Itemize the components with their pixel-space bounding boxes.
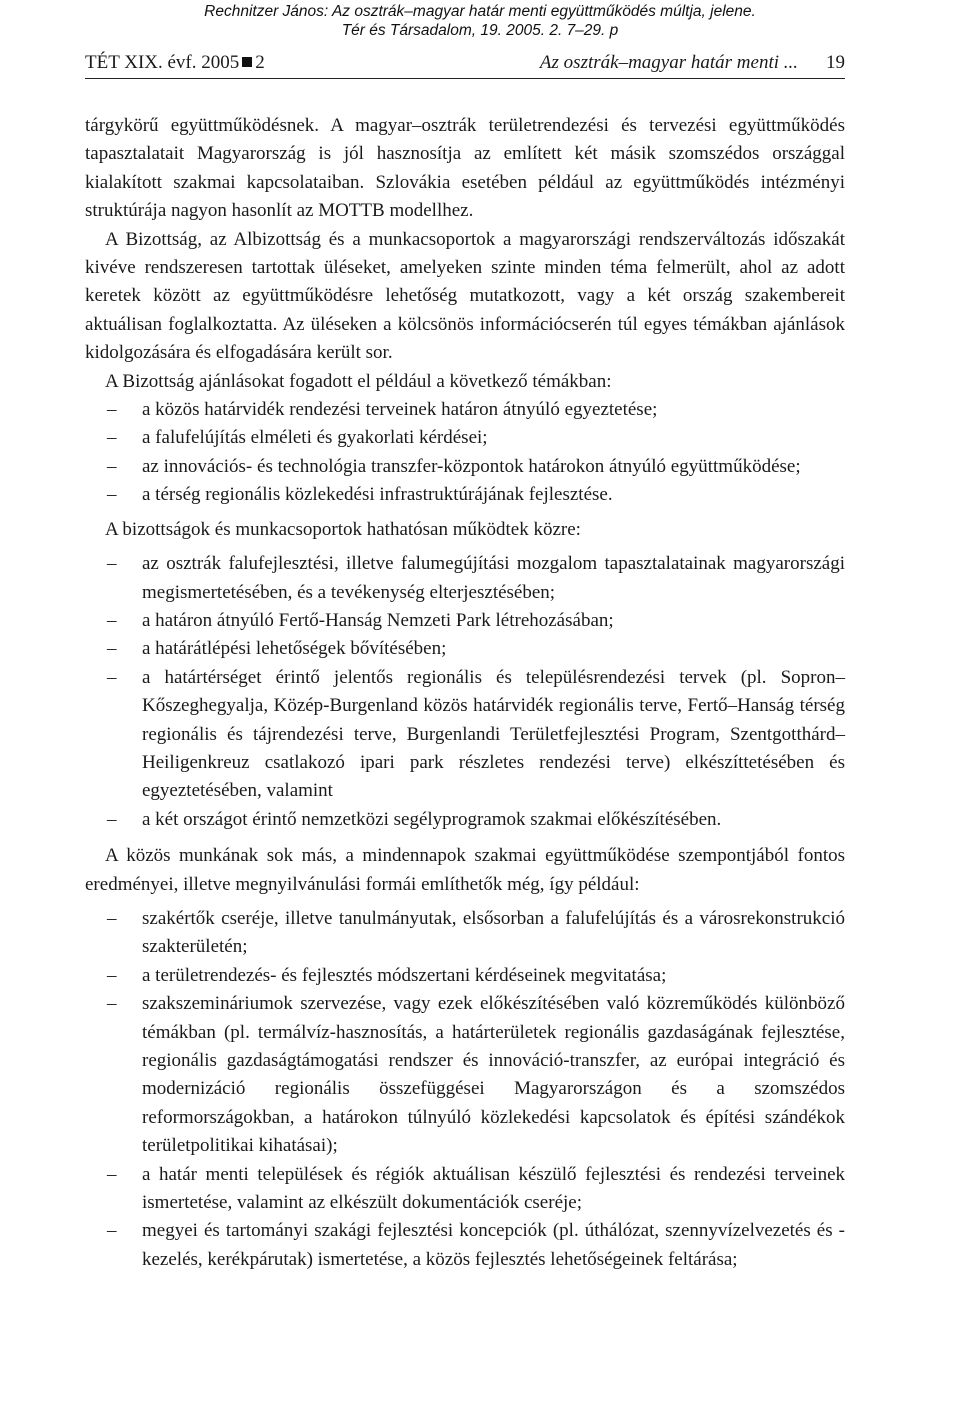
paragraph-5: A közös munkának sok más, a mindennapok szakmai együttműködése szempontjából fontos eredményei, illetve megnyilvánulási formái említhetők még, így például: bbox=[85, 845, 845, 895]
list-item: – a határtérséget érintő jelentős regionális és településrendezési tervek (pl. Sopron–Kőszeghegyalja, Közép-Burgenland közös határvidék regionális terve, Fertő–Hanság térség regionális és tájrendezési terve, Burgenlandi Területfejlesztési Program, Szentgotthárd–Heiligenkreuz csatlakozó ipari park részletes rendezési terve) elkészíttetésében és egyeztetésében, valamint bbox=[85, 664, 845, 806]
running-title: Az osztrák–magyar határ menti ... bbox=[539, 52, 798, 73]
running-title-block bbox=[540, 52, 845, 74]
journal-info bbox=[85, 52, 265, 74]
list-item: – a két országot érintő nemzetközi segélyprogramok szakmai előkészítésében. bbox=[85, 806, 845, 834]
list-item: – az innovációs- és technológia transzfer-központok határokon átnyúló együttműködése; bbox=[85, 453, 845, 481]
list-item: – szakszemináriumok szervezése, vagy ezek előkészítésében való közreműködés különböző témákban (pl. termálvíz-hasznosítás, a határterületek regionális gazdaságának fejlesztése, regionális gazdaságtámogatási rendszer és innováció-transzfer, az európai integráció és modernizáció regionális összefüggései Magyarországon és a szomszédos reformországokban, a határokon túlnyúló közlekedési kapcsolatok és építési szándékok területpolitikai kihatásai); bbox=[85, 990, 845, 1160]
list-item: – a térség regionális közlekedési infrastruktúrájának fejlesztése. bbox=[85, 481, 845, 509]
paragraph-2: A Bizottság, az Albizottság és a munkacsoportok a magyarországi rendszerváltozás időszakát kivéve rendszeresen tartottak üléseket, amelyeken szinte minden téma felmerült, ahol az adott keretek között az együttműködésre lehetőség mutatkozott, vagy a két ország szakembereit aktuálisan foglalkoztatta. Az üléseken a kölcsönös információcserén túl egyes témákban ajánlások kidolgozására és elfogadására került sor. bbox=[85, 228, 845, 364]
square-bullet-icon bbox=[242, 57, 252, 67]
page-number: 19 bbox=[826, 52, 845, 73]
list-item: – a területrendezés- és fejlesztés módszertani kérdéseinek megvitatása; bbox=[85, 962, 845, 990]
citation-header bbox=[0, 2, 960, 40]
citation-line-1: Rechnitzer János: Az osztrák–magyar határ menti együttműködés múltja, jelene. bbox=[204, 3, 756, 20]
list-item: – a határ menti települések és régiók aktuálisan készülő fejlesztési és rendezési terveinek ismertetése, valamint az elkészült dokumentációk cseréje; bbox=[85, 1161, 845, 1218]
list-item: – szakértők cseréje, illetve tanulmányutak, elsősorban a falufelújítás és a városrekonstrukció szakterületén; bbox=[85, 905, 845, 962]
paragraph-1: tárgykörű együttműködésnek. A magyar–osztrák területrendezési és tervezési együttműködés tapasztalatait Magyarország is jól hasznosítja az említett két másik szomszédos országgal kialakított szakmai kapcsolataiban. Szlovákia esetében például az együttműködés intézményi struktúrája nagyon hasonlít az MOTTB modellhez. bbox=[85, 115, 845, 222]
contribution-list bbox=[85, 550, 845, 834]
paragraph-3: A Bizottság ajánlásokat fogadott el például a következő témákban: bbox=[105, 370, 612, 392]
article-body bbox=[85, 112, 845, 1274]
journal-issue: 2 bbox=[255, 52, 265, 73]
running-header bbox=[85, 52, 845, 79]
list-item: – a határon átnyúló Fertő-Hanság Nemzeti Park létrehozásában; bbox=[85, 607, 845, 635]
results-list bbox=[85, 905, 845, 1274]
paragraph-4: A bizottságok és munkacsoportok hathatósan működtek közre: bbox=[105, 518, 581, 540]
recommendation-list bbox=[85, 396, 845, 510]
journal-volume: TÉT XIX. évf. 2005 bbox=[85, 52, 240, 73]
citation-line-2: Tér és Társadalom, 19. 2005. 2. 7–29. p bbox=[341, 22, 619, 39]
list-item: – a közös határvidék rendezési terveinek határon átnyúló egyeztetése; bbox=[85, 396, 845, 424]
list-item: – az osztrák falufejlesztési, illetve falumegújítási mozgalom tapasztalatainak magyarországi megismertetésében, és a tevékenység elterjesztésében; bbox=[85, 550, 845, 607]
list-item: – a határátlépési lehetőségek bővítésében; bbox=[85, 635, 845, 663]
list-item: – a falufelújítás elméleti és gyakorlati kérdései; bbox=[85, 424, 845, 452]
list-item: – megyei és tartományi szakági fejlesztési koncepciók (pl. úthálózat, szennyvízelvezetés és -kezelés, kerékpárutak) ismertetése, a közös fejlesztés lehetőségeinek feltárása; bbox=[85, 1217, 845, 1274]
